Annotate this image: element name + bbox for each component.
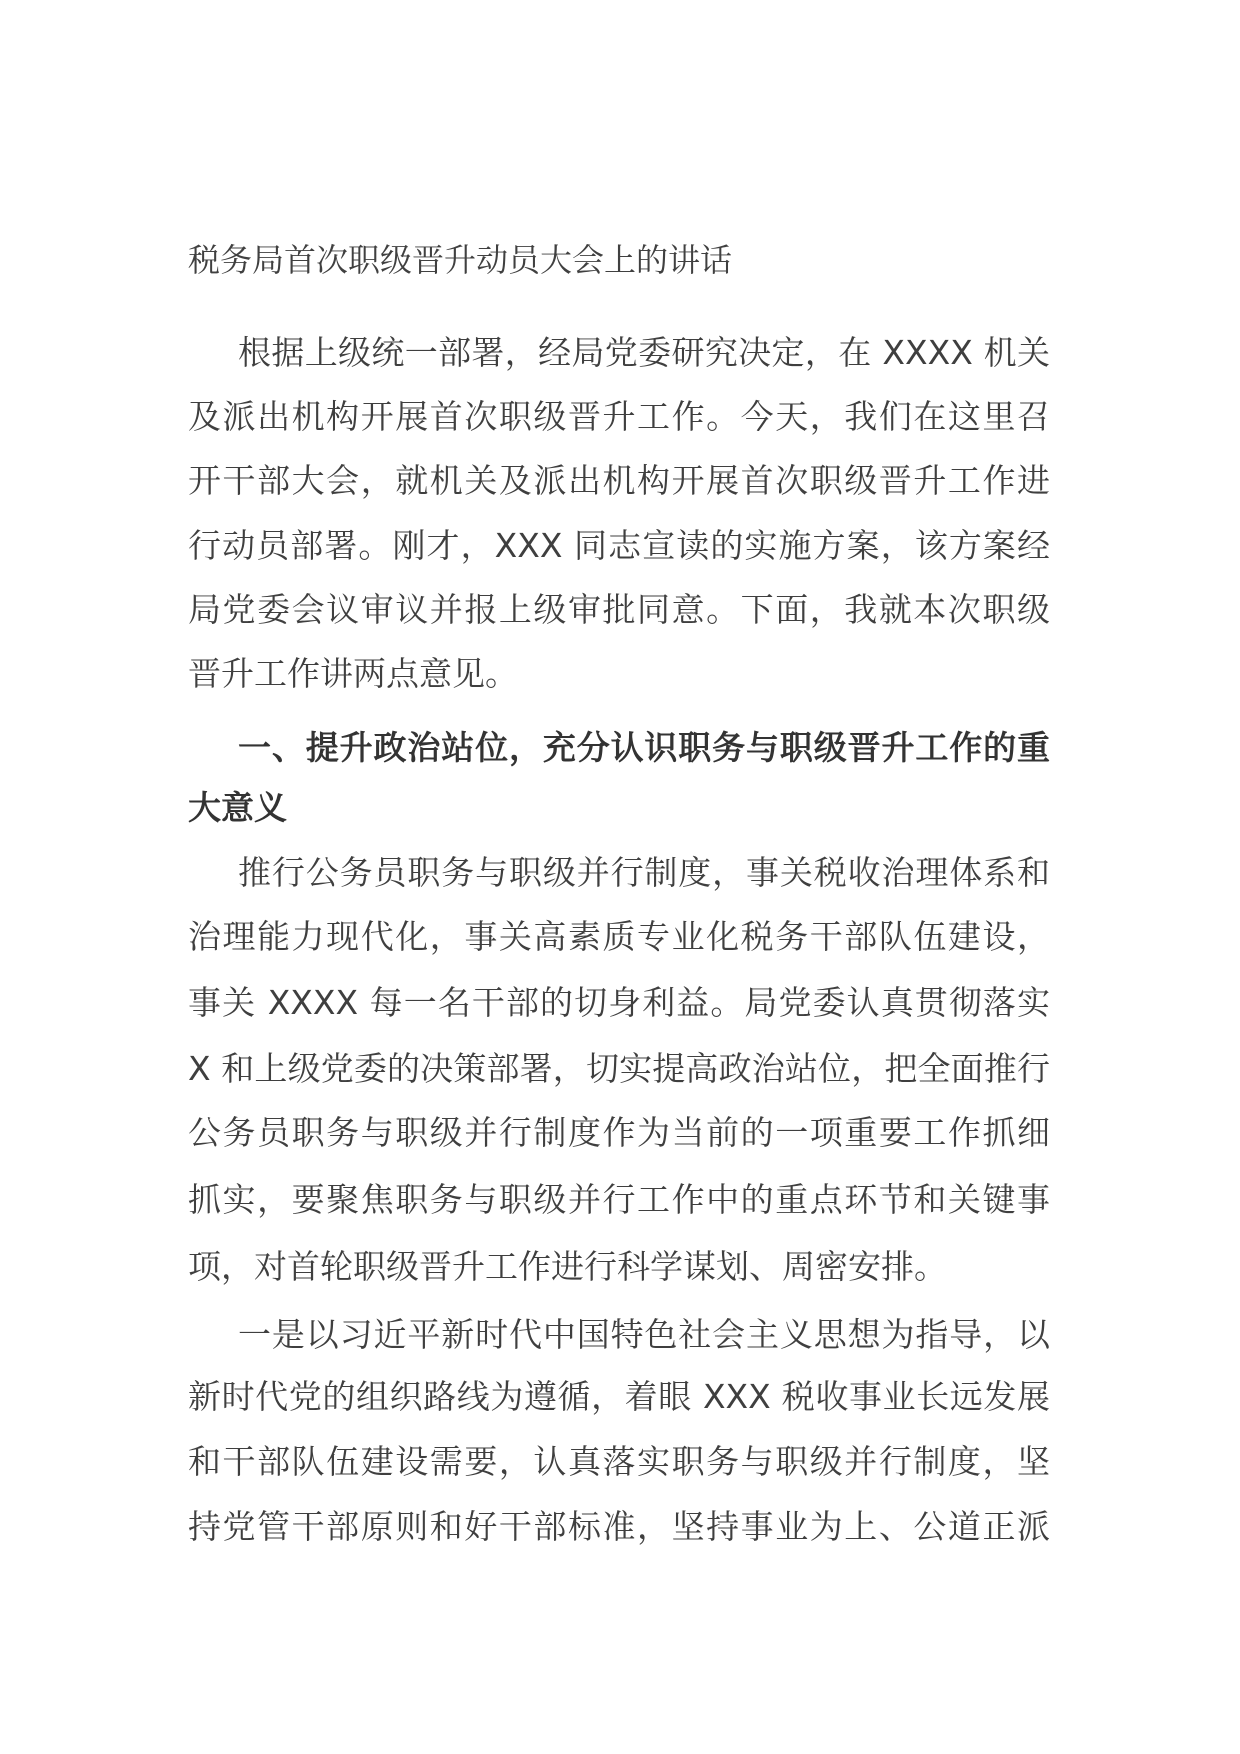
paragraph-2-line-2: 治理能力现代化，事关高素质专业化税务干部队伍建设， xyxy=(188,917,1050,956)
paragraph-2-line-5: 公务员职务与职级并行制度作为当前的一项重要工作抓细 xyxy=(188,1113,1050,1152)
section-heading-line-2: 大意义 xyxy=(188,788,287,827)
paragraph-1-line-6: 晋升工作讲两点意见。 xyxy=(188,654,518,693)
paragraph-2-line-4: X 和上级党委的决策部署，切实提高政治站位，把全面推行 xyxy=(188,1049,1050,1088)
paragraph-1-line-5: 局党委会议审议并报上级审批同意。下面，我就本次职级 xyxy=(188,590,1050,629)
paragraph-3-line-2: 新时代党的组织路线为遵循，着眼 XXX 税收事业长远发展 xyxy=(188,1377,1050,1416)
paragraph-2-line-3: 事关 XXXX 每一名干部的切身利益。局党委认真贯彻落实 xyxy=(188,983,1050,1022)
document-title: 税务局首次职级晋升动员大会上的讲话 xyxy=(188,241,733,279)
paragraph-1-line-3: 开干部大会，就机关及派出机构开展首次职级晋升工作进 xyxy=(188,461,1050,500)
paragraph-2-line-7: 项，对首轮职级晋升工作进行科学谋划、周密安排。 xyxy=(188,1247,947,1286)
paragraph-2-line-6: 抓实，要聚焦职务与职级并行工作中的重点环节和关键事 xyxy=(188,1180,1050,1219)
paragraph-1-line-1: 根据上级统一部署，经局党委研究决定，在 XXXX 机关 xyxy=(238,333,1050,372)
paragraph-2-line-1: 推行公务员职务与职级并行制度，事关税收治理体系和 xyxy=(238,853,1050,892)
section-heading-line-1: 一、提升政治站位，充分认识职务与职级晋升工作的重 xyxy=(238,728,1050,767)
paragraph-1-line-4: 行动员部署。刚才，XXX 同志宣读的实施方案，该方案经 xyxy=(188,526,1050,565)
paragraph-3-line-3: 和干部队伍建设需要，认真落实职务与职级并行制度，坚 xyxy=(188,1442,1050,1481)
paragraph-3-line-4: 持党管干部原则和好干部标准，坚持事业为上、公道正派 xyxy=(188,1507,1050,1546)
paragraph-3-line-1: 一是以习近平新时代中国特色社会主义思想为指导，以 xyxy=(238,1315,1050,1354)
paragraph-1-line-2: 及派出机构开展首次职级晋升工作。今天，我们在这里召 xyxy=(188,397,1050,436)
